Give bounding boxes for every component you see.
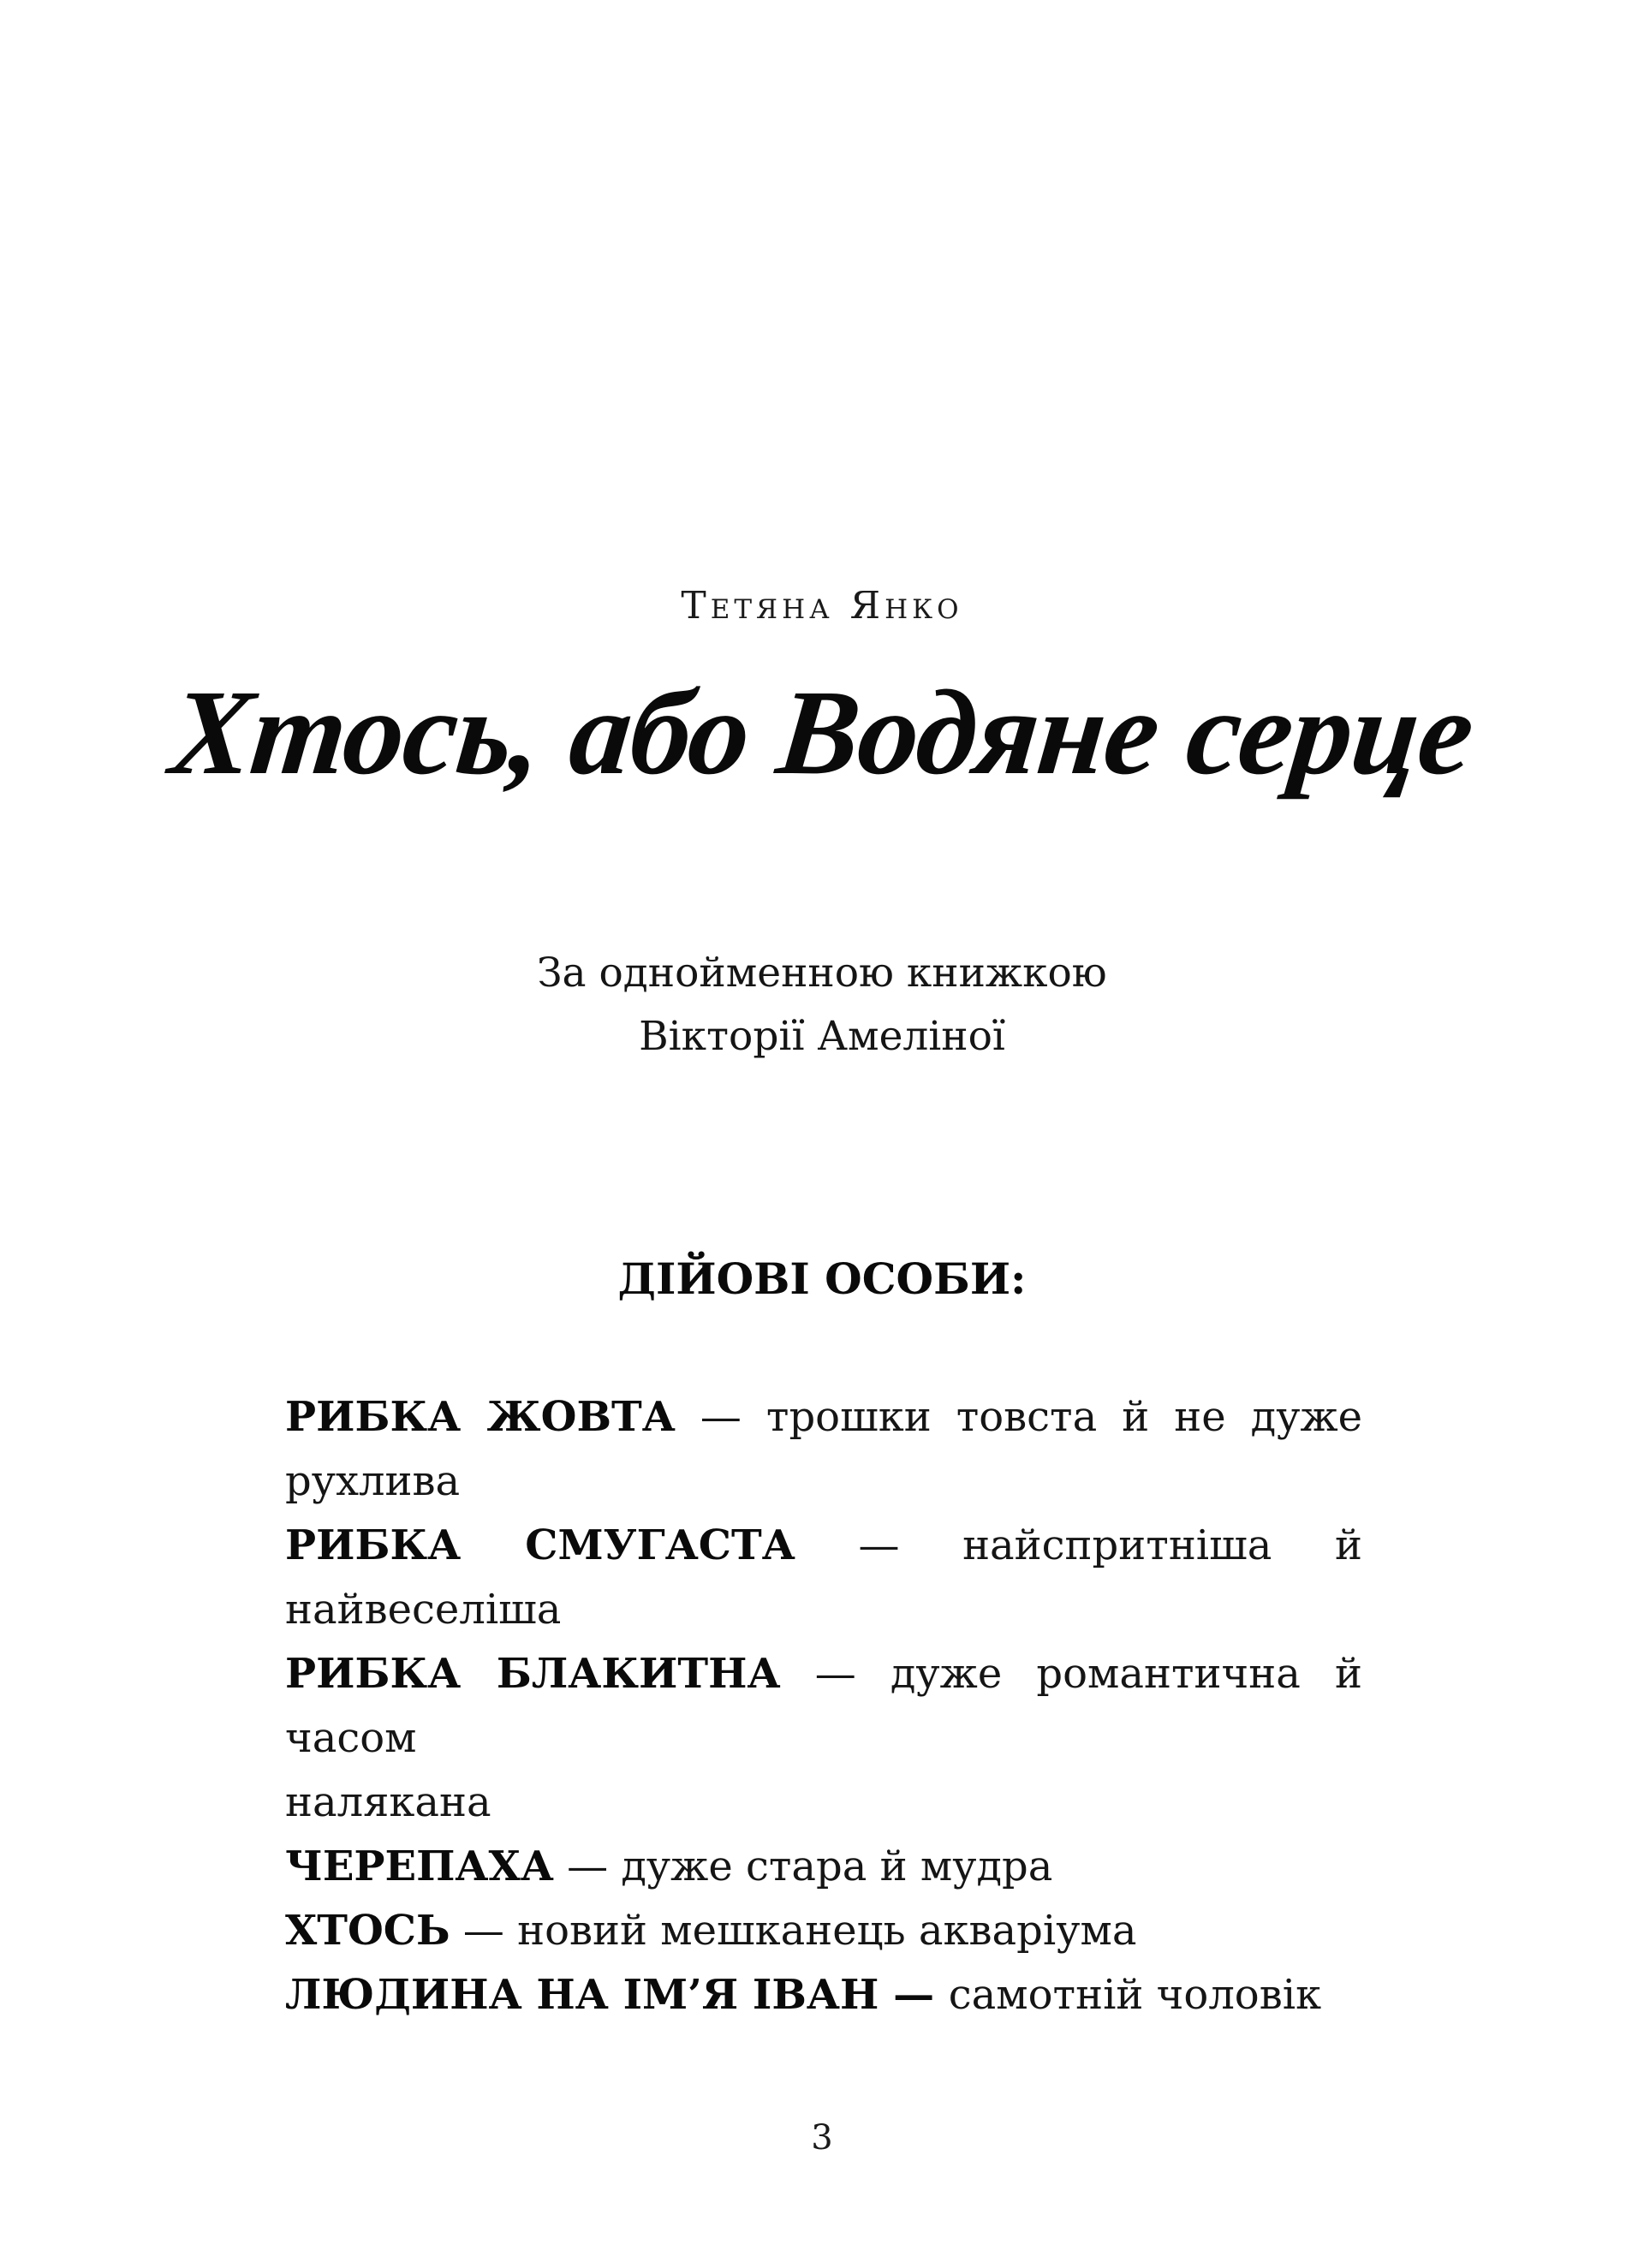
dash-separator: — [795, 1521, 963, 1569]
character-description: самотній чоловік [948, 1971, 1322, 2019]
cast-list [285, 1385, 1362, 2027]
source-note [0, 942, 1644, 1069]
character-name: ЛЮДИНА НА ІМ’Я ІВАН [285, 1971, 879, 2019]
cast-entry [285, 1642, 1362, 1835]
character-description: дуже романтична й часом [285, 1650, 1362, 1762]
cast-heading: ДІЙОВІ ОСОБИ: [617, 1253, 1027, 1304]
character-description: трошки товста й не дуже рухлива [285, 1393, 1363, 1505]
author-name: Тетяна Янко [681, 584, 963, 628]
book-title: Хтось, або Водяне серце [164, 664, 1480, 800]
character-name: РИБКА БЛАКИТНА [285, 1650, 781, 1698]
character-description: дуже стара й мудра [621, 1842, 1053, 1890]
character-description: найспритніша й найвеселіша [285, 1521, 1363, 1634]
character-name: ХТОСЬ [285, 1907, 450, 1955]
dash-separator: — [553, 1842, 622, 1890]
dash-separator: — [780, 1650, 890, 1698]
cast-entry [285, 1963, 1362, 2027]
character-name: РИБКА ЖОВТА [285, 1393, 676, 1441]
cast-entry [285, 1385, 1362, 1514]
cast-entry [285, 1835, 1362, 1899]
page-number: 3 [811, 2118, 833, 2158]
character-name: РИБКА СМУГАСТА [285, 1521, 795, 1569]
character-description: новий мешканець акваріума [517, 1907, 1137, 1955]
cast-entry [285, 1899, 1362, 1963]
cast-entry-line [285, 1642, 1362, 1771]
character-name: ЧЕРЕПАХА [285, 1842, 554, 1890]
cast-entry [285, 1514, 1362, 1642]
character-description-continued: налякана [285, 1778, 491, 1826]
source-line-1: За однойменною книжкою [537, 949, 1107, 997]
dash-separator: — [450, 1907, 518, 1955]
dash-separator: — [675, 1393, 766, 1441]
dash-separator: — [879, 1971, 949, 2019]
source-line-2: Вікторії Амеліної [639, 1013, 1005, 1060]
